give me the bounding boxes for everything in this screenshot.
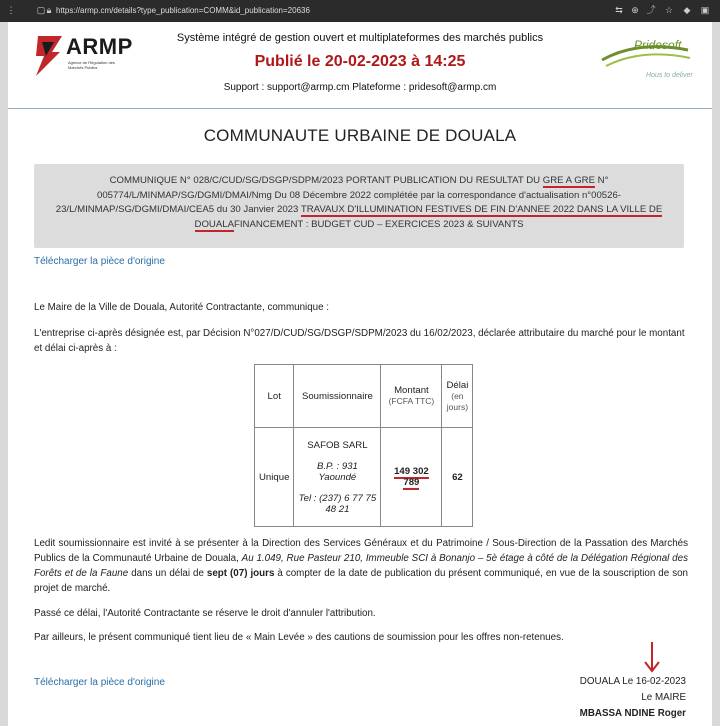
zoom-icon[interactable]: ⊕ [631, 5, 639, 15]
notice-highlight-gre: GRE A GRE [542, 175, 595, 186]
notice-text: N° 005774/L/MINMAP/SG/DGMI/DMAI/Nmg Du 08 Décembre 2022 complétée par la correspondance d'actualisation n°00526-23/L/MINMAP/SG/DGMI/DMAI/CEA5 du 30 Janvier 2023 [55, 175, 621, 215]
lock-icon[interactable]: 🔒︎ [46, 5, 52, 15]
invite-delay: sept (07) jours [206, 568, 275, 579]
header-delay-label: Délai [446, 379, 469, 391]
signature-date: DOUALA Le 16-02-2023 [579, 676, 686, 687]
notice-highlight-douala: DOUALA [194, 218, 234, 230]
browser-toolbar [0, 0, 720, 22]
signature-role: Le MAIRE [641, 692, 686, 703]
reserve-paragraph: Passé ce délai, l'Autorité Contractante se réserve le droit d'annuler l'attribution. [34, 608, 376, 619]
support-contacts: Support : support@armp.cm Plateforme : pridesoft@armp.cm [223, 82, 497, 93]
pridesoft-logo[interactable] [598, 30, 694, 86]
share-icon[interactable]: ⤴ [646, 5, 656, 15]
invite-address: Au 1.049, Rue Pasteur 210, Immeuble SCI à Bonanjo – 5è étage à côté de la Délégation Régional des Forêts et de la Faune [34, 553, 688, 579]
tab-icon[interactable]: ▢ [36, 5, 46, 15]
signature-name: MBASSA NDINE Roger [579, 708, 686, 719]
translate-icon[interactable]: ⇆ [615, 5, 623, 15]
award-table [254, 364, 473, 527]
site-header [8, 22, 712, 109]
header-lot: Lot [255, 365, 294, 428]
bidder-tel: Tel : (237) 6 77 75 48 21 [298, 492, 377, 515]
amount-value: 149 302 789 [394, 466, 429, 488]
arrow-down-icon [642, 640, 662, 674]
download-link-top[interactable]: Télécharger la pièce d'origine [34, 256, 165, 267]
armp-logo[interactable] [32, 32, 132, 84]
header-amount-unit: (FCFA TTC) [388, 396, 435, 406]
invite-paragraph [34, 536, 688, 596]
notice-highlight-ville: DANS LA VILLE DE [574, 204, 663, 215]
address-bar[interactable]: https://armp.cm/details?type_publication=COMM&id_publication=20636 [56, 6, 310, 15]
notice-highlight-travaux: TRAVAUX D'ILLUMINATION FESTIVES DE FIN D'ANNEE [300, 204, 553, 215]
table-header-row [255, 365, 473, 428]
invite-text: dans un délai de [128, 568, 207, 579]
decision-paragraph: L'entreprise ci-après désignée est, par Décision N°027/D/CUD/SG/DSGP/SDPM/2023 du 16/02/2023, déclarée attributaire du marché pour le montant et délai ci-après à : [34, 328, 685, 354]
header-delay-unit: (en jours) [446, 390, 469, 412]
notice-text: COMMUNIQUE N° 028/C/CUD/SG/DSGP/SDPM/2023 PORTANT PUBLICATION DU RESULTAT DU [109, 175, 543, 186]
notice-highlight-year: 2022 [552, 204, 575, 215]
invite-text: à compter de la date de publication du présent communiqué, en vue de la souscription de son projet de marché. [34, 568, 688, 594]
header-bidder: Soumissionnaire [294, 365, 381, 428]
bookmark-icon[interactable]: ☆ [664, 5, 674, 15]
bidder-bp: B.P. : 931 Yaoundé [316, 460, 358, 483]
cell-lot: Unique [255, 428, 294, 527]
header-amount-label: Montant [394, 385, 429, 396]
menu-icon[interactable]: ⋮ [6, 5, 16, 15]
bidder-name: SAFOB SARL [307, 439, 368, 451]
armp-logo-icon [32, 32, 66, 78]
cell-bidder [294, 428, 381, 527]
mainlevee-paragraph: Par ailleurs, le présent communiqué tient lieu de « Main Levée » des cautions de soumission pour les offres non-retenues. [34, 632, 564, 643]
pridesoft-logo-text: Pridesoft [634, 38, 682, 52]
invite-text: Ledit soumissionnaire est invité à se présenter à la Direction des Services Généraux et du Patrimoine / Sous-Direction de la Passation des Marchés Publics de la Communauté Urbaine de Douala, [34, 538, 688, 564]
notice-box [34, 164, 684, 248]
armp-logo-subtext: Agence de Régulation des Marchés Publics [68, 60, 115, 70]
armp-logo-text: ARMP [66, 34, 133, 59]
page-content [8, 22, 712, 726]
publication-date: Publié le 20-02-2023 à 14:25 [254, 53, 466, 70]
shield-icon[interactable]: ◆ [683, 5, 691, 15]
notice-text: FINANCEMENT : BUDGET CUD – EXERCICES 2023 & SUIVANTS [233, 218, 524, 230]
cell-delay: 62 [442, 428, 473, 527]
system-title: Système intégré de gestion ouvert et multiplateformes des marchés publics [176, 32, 544, 44]
header-amount [381, 365, 442, 428]
cell-amount [381, 428, 442, 527]
extensions-icon[interactable]: ▣ [700, 5, 710, 15]
pridesoft-tagline: Hous to deliver [646, 72, 693, 79]
intro-paragraph: Le Maire de la Ville de Douala, Autorité Contractante, communique : [34, 302, 329, 313]
page-title: COMMUNAUTE URBAINE DE DOUALA [203, 126, 517, 145]
header-delay [442, 365, 473, 428]
download-link-bottom[interactable]: Télécharger la pièce d'origine [34, 677, 165, 688]
table-row [255, 428, 473, 527]
